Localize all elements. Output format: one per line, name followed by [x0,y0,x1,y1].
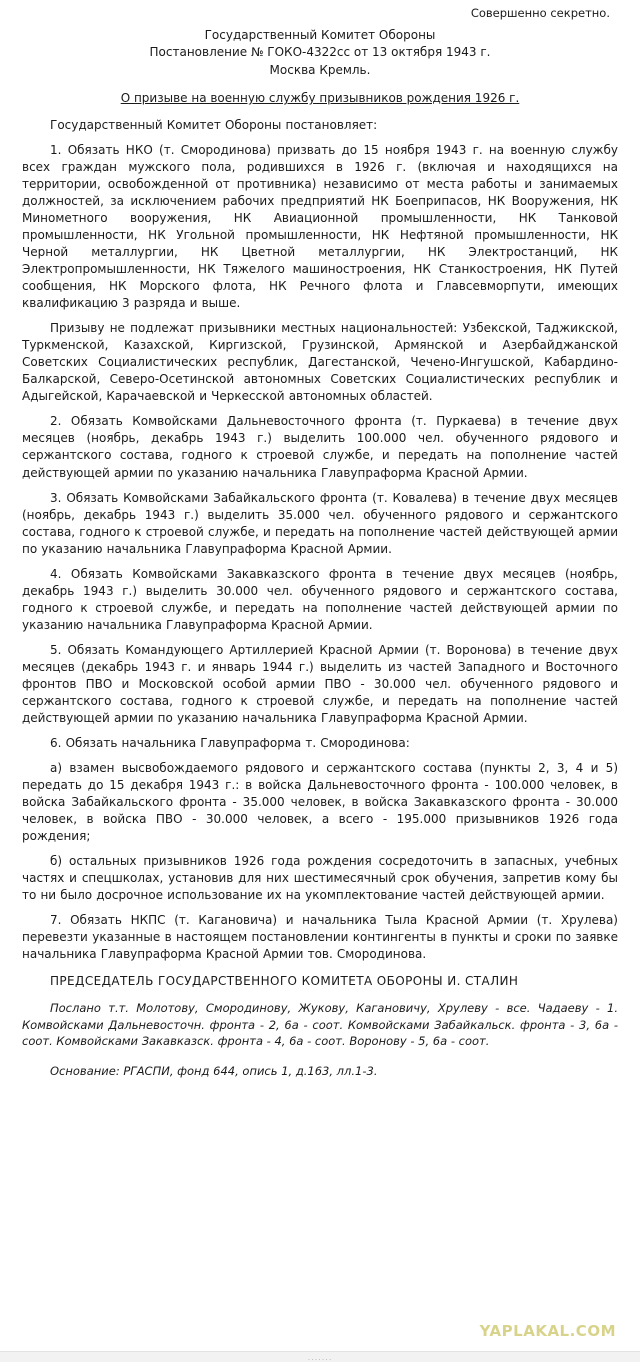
paragraph-item-6b: б) остальных призывников 1926 года рождения сосредоточить в запасных, учебных частях и спецшколах, установив для них шестимесячный срок обучения, запретив кому бы то ни было досрочное использование их на укомплектование частей действующей армии. [22,854,618,903]
distribution-note-text: Послано т.т. Молотову, Смородинову, Жукову, Кагановичу, Хрулеву - все. Чадаеву - 1. Комвойсками Дальневосточн. фронта - 2, 6а - соот. Комвойсками Забайкальск. фронта - 3, 6а - соот. Комвойсками Закавказск. фронта - 4, 6а - соот. Воронову - 5, 6а - соот. [22,1001,618,1048]
paragraph-item-4: 4. Обязать Комвойсками Закавказского фронта в течение двух месяцев (ноябрь, декабрь 1943 г.) выделить 30.000 чел. обученного рядового и сержантского состава, годного к строевой службе, и передать на пополнение частей действующей армии по указанию начальника Главупраформа Красной Армии. [22,566,618,632]
title-container [22,87,618,107]
paragraph-intro: Государственный Комитет Обороны постановляет: [50,117,378,132]
header-line-3: Москва Кремль. [269,62,371,77]
paragraph-exemptions: Призыву не подлежат призывники местных национальностей: Узбекской, Таджикской, Туркменской, Казахской, Киргизской, Грузинской, Армянской и Азербайджанской Советских Социалистических республик, Дагестанской, Чечено-Ингушской, Кабардино-Балкарской, Северо-Осетинской автономных Советских Социалистических республик и Адыгейской, Карачаевской и Черкесской автономных областей. [22,321,618,404]
document-title: О призыве на военную службу призывников рождения 1926 г. [120,91,520,106]
watermark: YAPLAKAL.COM [479,1322,616,1340]
paragraph-item-6a: а) взамен высвобождаемого рядового и сержантского состава (пункты 2, 3, 4 и 5) передать до 15 декабря 1943 г.: в войска Дальневосточного фронта - 100.000 человек, в войска Забайкальского фронта - 35.000 человек, в войска Закавказского фронта - 30.000 человек, в войска ПВО - 30.000 человек, а всего - 195.000 призывников 1926 года рождения; [22,760,618,844]
archive-source: Основание: РГАСПИ, фонд 644, опись 1, д.163, лл.1-3. [50,1064,378,1079]
paragraph-item-2: 2. Обязать Комвойсками Дальневосточного фронта (т. Пуркаева) в течение двух месяцев (ноябрь, декабрь 1943 г.) выделить 100.000 чел. обученного рядового и сержантского состава, годного к строевой службе, и передать на пополнение частей действующей армии по указанию начальника Главупраформа Красной Армии. [22,414,618,480]
header-line-2: Постановление № ГОКО-4322сс от 13 октября 1943 г. [149,45,491,60]
signature-line: ПРЕДСЕДАТЕЛЬ ГОСУДАРСТВЕННОГО КОМИТЕТА ОБОРОНЫ И. СТАЛИН [50,974,519,989]
paragraph-item-3: 3. Обязать Комвойсками Забайкальского фронта (т. Ковалева) в течение двух месяцев (ноябрь, декабрь 1943 г.) выделить 35.000 чел. обученного рядового и сержантского состава, годного к строевой службе, и передать на пополнение частей действующей армии по указанию начальника Главупраформа Красной Армии. [22,490,618,556]
paragraph-item-5: 5. Обязать Командующего Артиллерией Красной Армии (т. Воронова) в течение двух месяцев (декабрь 1943 г. и январь 1944 г.) выделить из частей Западного и Восточного фронтов ПВО и Московской особой армии ПВО - 30.000 чел. обученного рядового и сержантского состава, годного к строевой службе, и передать на пополнение частей действующей армии по указанию начальника Главупраформа Красной Армии. [22,642,618,725]
document-header [22,27,618,79]
paragraph-item-1: 1. Обязать НКО (т. Смородинова) призвать до 15 ноября 1943 г. на военную службу всех граждан мужского пола, родившихся в 1926 г. (включая и находящихся на территории, освобожденной от противника) независимо от места работы и занимаемых должностей, за исключением рабочих предприятий НК Боеприпасов, НК Вооружения, НК Минометного вооружения, НК Авиационной промышленности, НК Танковой промышленности, НК Угольной промышленности, НК Нефтяной промышленности, НК Черной металлургии, НК Цветной металлургии, НК Электростанций, НК Электропромышленности, НК Тяжелого машиностроения, НК Станкостроения, НК Путей сообщения, НК Морского флота, НК Речного флота и Главсевморпути, имеющих квалификацию 3 разряда и выше. [22,142,618,311]
paragraph-item-6: 6. Обязать начальника Главупраформа т. Смородинова: [50,735,410,750]
header-line-1: Государственный Комитет Обороны [204,27,436,42]
classification-stamp: Совершенно секретно. [470,6,610,20]
distribution-note [22,1000,618,1049]
paragraph-item-7: 7. Обязать НКПС (т. Кагановича) и начальника Тыла Красной Армии (т. Хрулева) перевезти указанные в настоящем постановлении контингенты в пункты и сроки по заявке начальника Главупраформа Красной Армии тов. Смородинова. [22,913,618,962]
page-bottom-dots: ....... [307,1353,333,1362]
